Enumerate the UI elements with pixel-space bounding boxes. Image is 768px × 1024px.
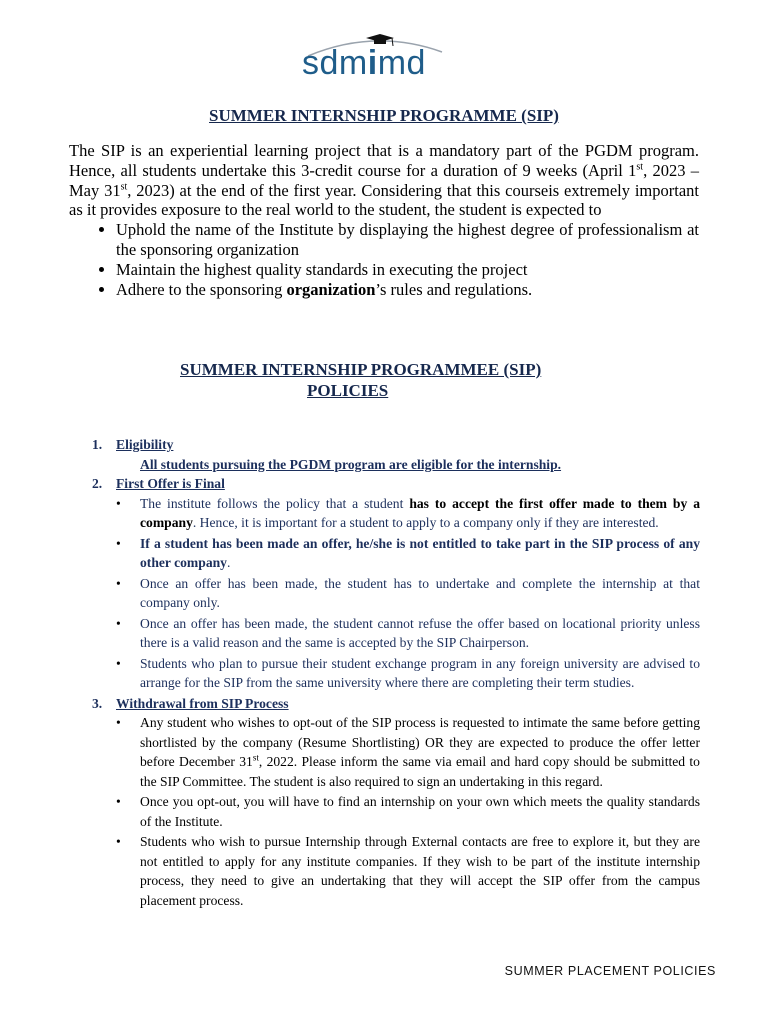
list-item: • Once an offer has been made, the student cannot refuse the offer based on locational priority unless there is a valid reason and the same is accepted by the SIP Chairperson. [140, 614, 700, 653]
list-item: • The institute follows the policy that a student has to accept the first offer made to them by a company. Hence, it is important for a student to apply to a company only if they are interested. [140, 494, 700, 533]
policy-heading: Eligibility [116, 437, 174, 452]
list-item: • Once an offer has been made, the student has to undertake and complete the internship at that company only. [140, 574, 700, 613]
policy-withdrawal: 3. Withdrawal from SIP Process • Any student who wishes to opt-out of the SIP process is requested to intimate the same before getting shortlisted by the company (Resume Shortlisting) OR they are expected to produce the offer letter before December 31st, 2022. Please inform the same via email and hard copy should be submitted to the SIP Committee. The student is also required to sign an undertaking in this regard. • Once you opt-out, you will have to find an internship on your own which meets the quality standards of the Institute. • Students who wish to pursue Internship through External contacts are free to explore it, but they are not entitled to apply for any institute companies. If they wish to be part of the institute internship process, they need to give an undertaking that they will accept the SIP offer from the campus placement process. [92, 694, 700, 911]
policy-eligibility: 1. Eligibility All students pursuing the PGDM program are eligible for the internship. [92, 435, 700, 474]
intro-section [69, 141, 699, 299]
list-item: • Uphold the name of the Institute by displaying the highest degree of professionalism at the sponsoring organization [116, 220, 699, 260]
policy-first-offer: 2. First Offer is Final • The institute follows the policy that a student has to accept the first offer made to them by a company. Hence, it is important for a student to apply to a company only if they are interested. • If a student has been made an offer, he/she is not entitled to take part in the SIP process of any other company. • Once an offer has been made, the student has to undertake and complete the internship at that company only. • Once an offer has been made, the student cannot refuse the offer based on locational priority unless there is a valid reason and the same is accepted by the SIP Chairperson. • Students who plan to pursue their student exchange program in any foreign university are advised to arrange for the SIP from the same university where there are completing their term studies. [92, 474, 700, 693]
policy-heading: First Offer is Final [116, 476, 225, 491]
list-item: • Once you opt-out, you will have to find an internship on your own which meets the quality standards of the Institute. [140, 792, 700, 831]
list-item: • If a student has been made an offer, he/she is not entitled to take part in the SIP process of any other company. [140, 534, 700, 573]
policy-subtext: All students pursuing the PGDM program are eligible for the internship. [140, 456, 562, 472]
page-title: SUMMER INTERNSHIP PROGRAMME (SIP) [209, 106, 559, 125]
list-item: • Adhere to the sponsoring organization’s rules and regulations. [116, 280, 699, 300]
list-item: • Students who wish to pursue Internship through External contacts are free to explore it, but they are not entitled to apply for any institute companies. If they wish to be part of the institute internship process, they need to give an undertaking that they will accept the SIP offer from the campus placement process. [140, 832, 700, 910]
policies-list [92, 435, 700, 911]
list-item: • Any student who wishes to opt-out of the SIP process is requested to intimate the same before getting shortlisted by the company (Resume Shortlisting) OR they are expected to produce the offer letter before December 31st, 2022. Please inform the same via email and hard copy should be submitted to the SIP Committee. The student is also required to sign an undertaking in this regard. [140, 713, 700, 791]
intro-bullet-list [69, 220, 699, 299]
intro-paragraph: The SIP is an experiential learning project that is a mandatory part of the PGDM program. Hence, all students undertake this 3-credit course for a duration of 9 weeks (April 1st, 2023 – May 31st, 2023) at the end of the first year. Considering that this courseis extremely important as it provides exposure to the real world to the student, the student is expected to [69, 141, 699, 220]
list-item: • Maintain the highest quality standards in executing the project [116, 260, 699, 280]
policy-heading: Withdrawal from SIP Process [116, 695, 289, 711]
policies-title: SUMMER INTERNSHIP PROGRAMMEE (SIP) POLICIES [180, 360, 542, 400]
sdmimd-logo [300, 28, 450, 84]
page-footer: SUMMER PLACEMENT POLICIES [504, 964, 716, 978]
list-item: • Students who plan to pursue their student exchange program in any foreign university are advised to arrange for the SIP from the same university where there are completing their term studies. [140, 654, 700, 693]
logo-wordmark: sdmimd [302, 44, 426, 82]
